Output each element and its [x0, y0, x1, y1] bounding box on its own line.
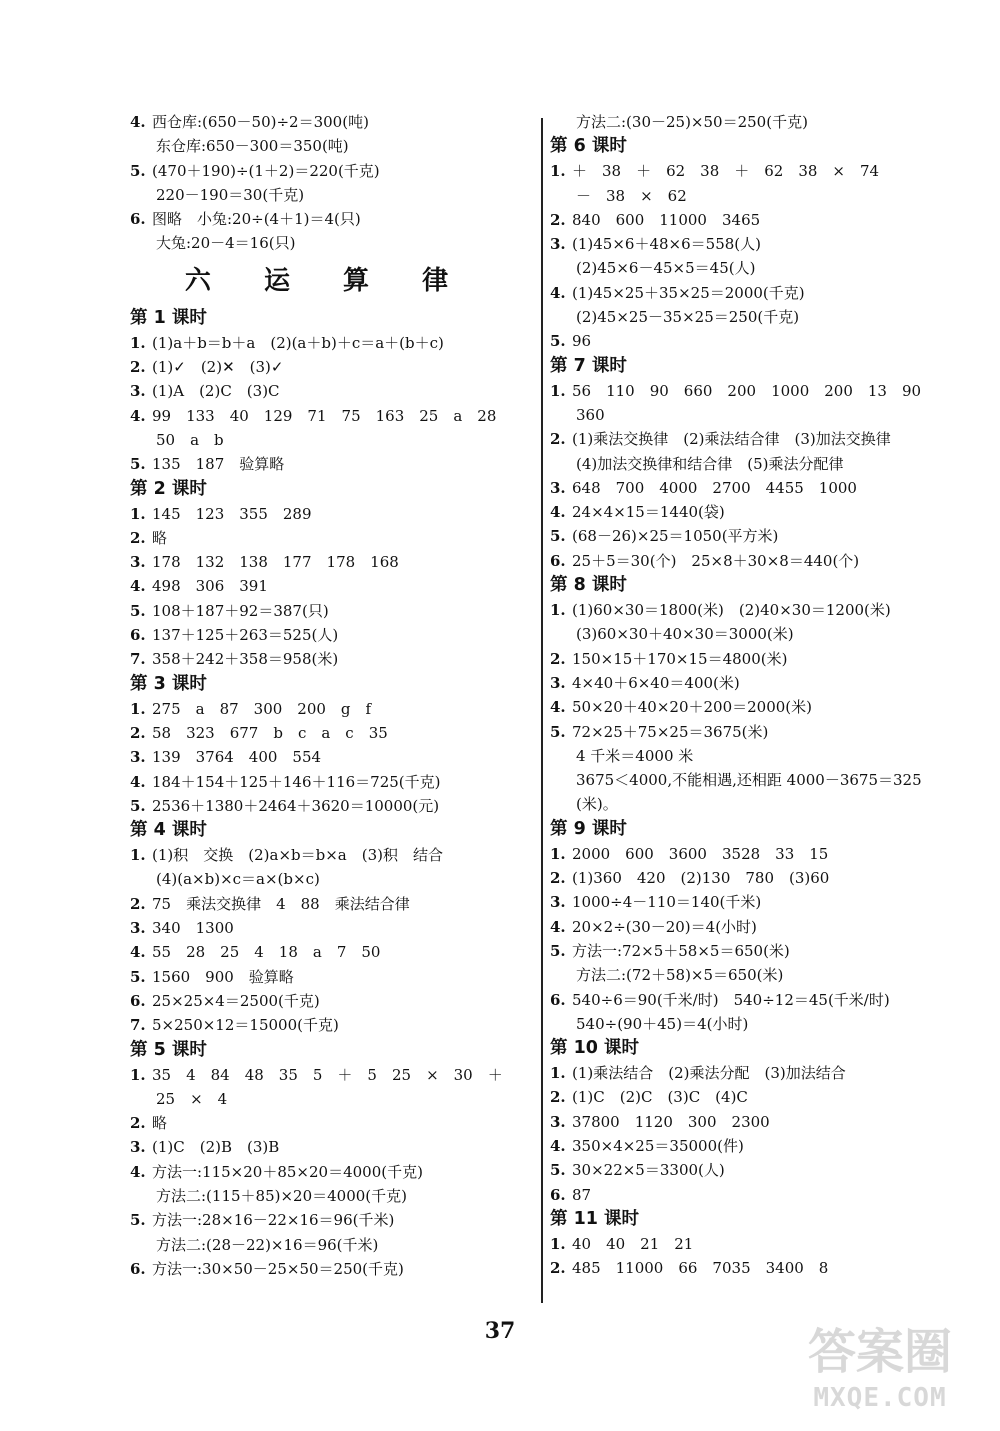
answer-text: (2)45×25－35×25＝250(千克) [576, 308, 800, 327]
answer-item [130, 989, 525, 1013]
lesson-heading: 第 2 课时 [130, 478, 207, 499]
answer-text: (4)(a×b)×c＝a×(b×c) [156, 870, 320, 889]
answer-text: (1)360 420 (2)130 780 (3)60 [572, 869, 830, 888]
answer-item [550, 671, 960, 695]
answer-text: 360 [576, 405, 605, 424]
answer-item [130, 599, 525, 623]
answer-text: (1)积 交换 (2)a×b＝b×a (3)积 结合 [152, 846, 443, 865]
item-number: 3. [130, 553, 146, 572]
answer-text: 96 [572, 332, 592, 351]
answer-text: 略 [152, 528, 168, 547]
item-number: 5. [550, 941, 566, 960]
answer-text: 方法一:115×20＋85×20＝4000(千克) [152, 1162, 423, 1181]
answer-text: 540÷6＝90(千米/时) 540÷12＝45(千米/时) [572, 990, 890, 1009]
item-number: 4. [130, 113, 146, 131]
answer-text: 25 × 4 [156, 1089, 228, 1108]
answer-item [550, 159, 960, 183]
answer-item [130, 940, 525, 964]
item-number: 1. [550, 844, 566, 863]
item-number: 1. [550, 1064, 566, 1083]
item-number: 5. [130, 1211, 146, 1230]
item-number: 2. [550, 649, 566, 668]
answer-continuation [550, 963, 960, 987]
item-number: 1. [550, 162, 566, 181]
answer-continuation [550, 184, 960, 208]
answer-text: 1560 900 验算略 [152, 967, 294, 986]
answer-continuation [130, 134, 525, 158]
item-number: 1. [130, 1065, 146, 1084]
answer-continuation [130, 867, 525, 891]
item-number: 2. [550, 430, 566, 449]
item-number: 2. [130, 358, 146, 377]
answer-item [130, 1208, 525, 1232]
left-column [130, 110, 525, 1281]
item-number: 5. [130, 796, 146, 815]
item-number: 1. [550, 601, 566, 620]
answer-text: (1)a＋b＝b＋a (2)(a＋b)＋c＝a＋(b＋c) [152, 333, 444, 352]
answer-item [130, 550, 525, 574]
item-number: 3. [550, 893, 566, 912]
item-number: 2. [130, 528, 146, 547]
answer-text: 方法一:30×50－25×50＝250(千克) [152, 1259, 404, 1278]
item-number: 5. [130, 455, 146, 474]
answer-text: 145 123 355 289 [152, 504, 312, 523]
item-number: 3. [130, 382, 146, 401]
answer-text: 50 a b [156, 430, 224, 449]
answer-item [130, 452, 525, 476]
answer-item [550, 1256, 960, 1280]
item-number: 2. [130, 723, 146, 742]
answer-item [130, 916, 525, 940]
answer-text: 340 1300 [152, 919, 234, 938]
answer-item [130, 965, 525, 989]
answer-item [550, 598, 960, 622]
answer-item [550, 647, 960, 671]
answer-item [130, 574, 525, 598]
answer-continuation [550, 1012, 960, 1036]
answer-text: 178 132 138 177 178 168 [152, 553, 399, 572]
answer-text: 25＋5＝30(个) 25×8＋30×8＝440(个) [572, 551, 860, 570]
answer-text: 184＋154＋125＋146＋116＝725(千克) [152, 772, 441, 791]
answer-text: 648 700 4000 2700 4455 1000 [572, 478, 857, 497]
item-number: 2. [550, 210, 566, 229]
answer-text: 20×2÷(30－20)＝4(小时) [572, 917, 757, 936]
answer-continuation [130, 183, 525, 207]
item-number: 1. [130, 333, 146, 352]
lesson-heading: 第 7 课时 [550, 355, 627, 376]
answer-item [130, 892, 525, 916]
answer-item [130, 721, 525, 745]
answer-text: 498 306 391 [152, 577, 268, 596]
answer-text: 大兔:20－4＝16(只) [156, 234, 296, 253]
answer-continuation [550, 110, 960, 134]
answer-continuation [130, 1087, 525, 1111]
item-number: 4. [550, 1136, 566, 1155]
answer-item [550, 329, 960, 353]
item-number: 5. [130, 967, 146, 986]
answer-text: － 38 × 62 [576, 186, 687, 205]
answer-text: 3675＜4000,不能相遇,还相距 4000－3675＝325 [576, 771, 922, 790]
lesson-heading: 第 3 课时 [130, 673, 207, 694]
answer-item [550, 476, 960, 500]
answer-item [550, 1134, 960, 1158]
answer-text: 50×20＋40×20＋200＝2000(米) [572, 698, 812, 717]
answer-item [130, 110, 525, 134]
answer-text: (470＋190)÷(1＋2)＝220(千克) [152, 161, 380, 180]
item-number: 5. [550, 722, 566, 741]
answer-continuation [550, 256, 960, 280]
item-number: 4. [550, 917, 566, 936]
lesson-heading: 第 9 课时 [550, 818, 627, 839]
answer-continuation [130, 231, 525, 255]
answer-text: 275 a 87 300 200 g f [152, 699, 372, 718]
item-number: 4. [130, 772, 146, 791]
answer-item [550, 1232, 960, 1256]
answer-text: 220－190＝30(千克) [156, 185, 305, 204]
answer-text: 75 乘法交换律 4 88 乘法结合律 [152, 894, 410, 913]
answer-text: 99 133 40 129 71 75 163 25 a 28 [152, 406, 497, 425]
item-number: 1. [550, 381, 566, 400]
answer-text: 30×22×5＝3300(人) [572, 1161, 725, 1180]
item-number: 4. [550, 503, 566, 522]
answer-text: 37800 1120 300 2300 [572, 1112, 770, 1131]
answer-text: 2000 600 3600 3528 33 15 [572, 844, 829, 863]
unit-title: 六 运 算 律 [184, 265, 471, 296]
answer-text: 方法二:(28－22)×16＝96(千米) [156, 1235, 379, 1254]
answer-item [550, 1110, 960, 1134]
answer-continuation [550, 452, 960, 476]
item-number: 3. [130, 748, 146, 767]
answer-text: 485 11000 66 7035 3400 8 [572, 1259, 829, 1278]
item-number: 5. [550, 1161, 566, 1180]
answer-item [130, 1111, 525, 1135]
answer-text: ＋ 38 ＋ 62 38 ＋ 62 38 × 74 [572, 162, 880, 181]
answer-item [550, 1183, 960, 1207]
answer-text: 略 [152, 1114, 168, 1133]
watermark-logo [780, 1313, 980, 1423]
answer-item [130, 647, 525, 671]
item-number: 3. [550, 478, 566, 497]
answer-item [550, 1158, 960, 1182]
answer-text: 135 187 验算略 [152, 455, 285, 474]
item-number: 4. [550, 698, 566, 717]
answer-text: 137＋125＋263＝525(人) [152, 626, 339, 645]
answer-text: (1)A (2)C (3)C [152, 382, 280, 401]
answer-item [130, 355, 525, 379]
watermark-title: 答案圈 [807, 1324, 952, 1380]
answer-text: (1)乘法交换律 (2)乘法结合律 (3)加法交换律 [572, 430, 891, 449]
answer-continuation [130, 428, 525, 452]
item-number: 6. [130, 210, 146, 229]
answer-item [130, 1160, 525, 1184]
item-number: 6. [130, 626, 146, 645]
item-number: 3. [130, 919, 146, 938]
answer-text: (3)60×30＋40×30＝3000(米) [576, 625, 794, 644]
answer-continuation [550, 403, 960, 427]
answer-item [130, 207, 525, 231]
item-number: 2. [550, 1259, 566, 1278]
answer-text: 350×4×25＝35000(件) [572, 1136, 744, 1155]
item-number: 1. [130, 504, 146, 523]
answer-item [130, 623, 525, 647]
answer-text: 35 4 84 48 35 5 ＋ 5 25 × 30 ＋ [152, 1065, 503, 1084]
answer-item [130, 379, 525, 403]
answer-text: 58 323 677 b c a c 35 [152, 723, 388, 742]
item-number: 2. [130, 894, 146, 913]
answer-item [550, 890, 960, 914]
lesson-heading: 第 6 课时 [550, 136, 627, 157]
answer-continuation [550, 744, 960, 768]
answer-item [550, 720, 960, 744]
item-number: 5. [550, 332, 566, 351]
answer-text: (4)加法交换律和结合律 (5)乘法分配律 [576, 454, 844, 473]
answer-text: (1)45×25＋35×25＝2000(千克) [572, 283, 805, 302]
answer-item [550, 208, 960, 232]
answer-text: 25×25×4＝2500(千克) [152, 991, 320, 1010]
answer-text: 540÷(90＋45)＝4(小时) [576, 1014, 749, 1033]
answer-text: 5×250×12＝15000(千克) [152, 1016, 339, 1035]
answer-text: 108＋187＋92＝387(只) [152, 601, 329, 620]
item-number: 2. [550, 869, 566, 888]
answer-text: (1)C (2)B (3)B [152, 1138, 280, 1157]
answer-text: 1000÷4－110＝140(千米) [572, 893, 762, 912]
lesson-heading: 第 5 课时 [130, 1039, 207, 1060]
item-number: 7. [130, 650, 146, 669]
item-number: 6. [550, 551, 566, 570]
item-number: 3. [130, 1138, 146, 1157]
answer-item [550, 866, 960, 890]
answer-item [550, 1061, 960, 1085]
item-number: 6. [130, 991, 146, 1010]
answer-item [130, 404, 525, 428]
item-number: 3. [550, 235, 566, 254]
item-number: 2. [550, 1088, 566, 1107]
answer-item [130, 1257, 525, 1281]
answer-item [550, 379, 960, 403]
answer-text: 4×40＋6×40＝400(米) [572, 673, 740, 692]
answer-text: 55 28 25 4 18 a 7 50 [152, 943, 381, 962]
answer-item [130, 770, 525, 794]
watermark-url: MXQE.COM [813, 1383, 947, 1413]
answer-item [130, 794, 525, 818]
item-number: 2. [130, 1114, 146, 1133]
answer-text: 358＋242＋358＝958(米) [152, 650, 339, 669]
item-number: 3. [550, 673, 566, 692]
item-number: 4. [130, 406, 146, 425]
item-number: 5. [130, 601, 146, 620]
answer-item [130, 526, 525, 550]
column-divider [541, 118, 543, 1303]
item-number: 6. [550, 990, 566, 1009]
answer-item [130, 1013, 525, 1037]
answer-item [130, 843, 525, 867]
answer-item [130, 502, 525, 526]
item-number: 4. [130, 1162, 146, 1181]
answer-item [550, 524, 960, 548]
answer-text: (68－26)×25＝1050(平方米) [572, 527, 779, 546]
answer-item [130, 697, 525, 721]
lesson-heading: 第 1 课时 [130, 307, 207, 328]
answer-continuation [550, 768, 960, 792]
answer-text: 方法一:28×16－22×16＝96(千米) [152, 1211, 395, 1230]
answer-item [550, 549, 960, 573]
item-number: 1. [130, 699, 146, 718]
answer-text: (米)。 [576, 795, 618, 814]
answer-item [550, 232, 960, 256]
answer-item [550, 427, 960, 451]
answer-item [550, 695, 960, 719]
answer-item [130, 331, 525, 355]
answer-text: 西仓库:(650－50)÷2＝300(吨) [152, 113, 369, 131]
answer-item [130, 1135, 525, 1159]
answer-item [550, 281, 960, 305]
answer-text: 72×25＋75×25＝3675(米) [572, 722, 769, 741]
answer-text: 东仓库:650－300＝350(吨) [156, 137, 349, 156]
item-number: 7. [130, 1016, 146, 1035]
item-number: 3. [550, 1112, 566, 1131]
lesson-heading: 第 8 课时 [550, 575, 627, 596]
answer-item [130, 159, 525, 183]
answer-item [550, 915, 960, 939]
answer-text: (2)45×6－45×5＝45(人) [576, 259, 756, 278]
answer-text: 24×4×15＝1440(袋) [572, 503, 725, 522]
item-number: 5. [550, 527, 566, 546]
answer-text: 87 [572, 1185, 592, 1204]
answer-item [130, 1063, 525, 1087]
item-number: 4. [550, 283, 566, 302]
answer-text: (1)60×30＝1800(米) (2)40×30＝1200(米) [572, 601, 891, 620]
item-number: 4. [130, 943, 146, 962]
item-number: 5. [130, 161, 146, 180]
answer-item [130, 745, 525, 769]
item-number: 4. [130, 577, 146, 596]
answer-text: 2536＋1380＋2464＋3620＝10000(元) [152, 796, 440, 815]
answer-text: 方法二:(30－25)×50＝250(千克) [576, 113, 808, 131]
item-number: 6. [550, 1185, 566, 1204]
answer-text: (1)C (2)C (3)C (4)C [572, 1088, 748, 1107]
answer-text: 56 110 90 660 200 1000 200 13 90 [572, 381, 922, 400]
answer-text: 150×15＋170×15＝4800(米) [572, 649, 788, 668]
item-number: 1. [130, 846, 146, 865]
answer-continuation [550, 792, 960, 816]
item-number: 1. [550, 1234, 566, 1253]
answer-item [550, 939, 960, 963]
answer-continuation [550, 622, 960, 646]
answer-text: 方法二:(72＋58)×5＝650(米) [576, 966, 784, 985]
answer-continuation [550, 305, 960, 329]
answer-text: 方法二:(115＋85)×20＝4000(千克) [156, 1186, 408, 1205]
item-number: 6. [130, 1259, 146, 1278]
lesson-heading: 第 10 课时 [550, 1038, 640, 1059]
answer-text: (1)45×6＋48×6＝558(人) [572, 235, 761, 254]
answer-item [550, 500, 960, 524]
answer-text: (1)乘法结合 (2)乘法分配 (3)加法结合 [572, 1064, 846, 1083]
answer-text: 4 千米＝4000 米 [576, 746, 694, 765]
answer-item [550, 988, 960, 1012]
right-column [550, 110, 960, 1280]
answer-continuation [130, 1233, 525, 1257]
answer-text: 840 600 11000 3465 [572, 210, 761, 229]
answer-text: 40 40 21 21 [572, 1234, 694, 1253]
answer-item [550, 842, 960, 866]
answer-continuation [130, 1184, 525, 1208]
answer-text: 图略 小兔:20÷(4＋1)＝4(只) [152, 210, 361, 229]
answer-text: 139 3764 400 554 [152, 748, 322, 767]
answer-text: 方法一:72×5＋58×5＝650(米) [572, 941, 790, 960]
lesson-heading: 第 4 课时 [130, 820, 207, 841]
answer-text: (1)✓ (2)✕ (3)✓ [152, 358, 284, 377]
lesson-heading: 第 11 课时 [550, 1208, 640, 1229]
answer-item [550, 1085, 960, 1109]
page-number: 37 [484, 1318, 516, 1344]
